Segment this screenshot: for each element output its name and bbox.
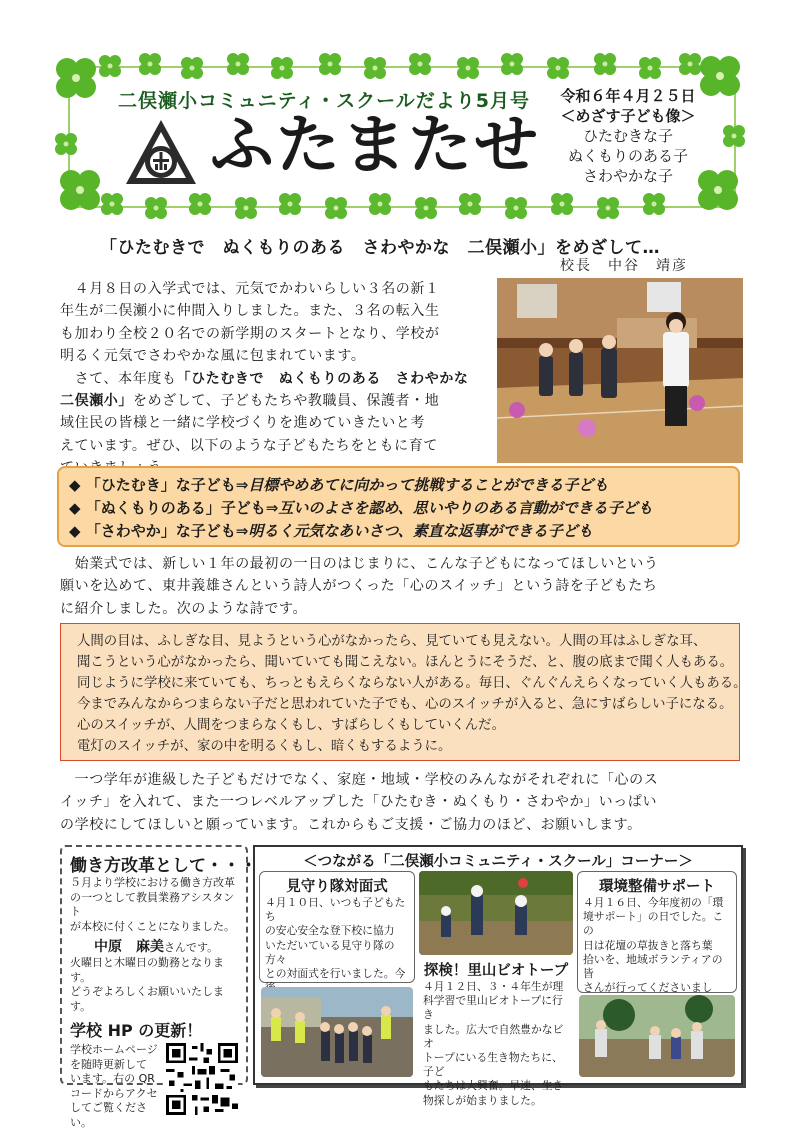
corner-title: ＜つながる「二俣瀬小コミュニティ・スクール」コーナー＞ xyxy=(303,854,693,870)
goal-item: さわやかな子 xyxy=(582,167,673,185)
hp-update-title: 学校 HP の更新！ xyxy=(70,1021,203,1040)
goal-label: 「ぬくもりのある」子ども xyxy=(85,499,266,517)
header-info xyxy=(548,86,708,186)
poem-line: 心のスイッチが、人間をつまらなくもし、すばらしくもしていくんだ。 xyxy=(77,718,505,733)
text-line: ４月８日の入学式では、元気でかわいらしい３名の新１ xyxy=(60,281,440,297)
community-school-corner xyxy=(253,845,743,1107)
poem-line: 同じように学校に来ていても、ちっともえらくならない人がある。毎日、ぐんぐんえらくなっていく人もある。 xyxy=(77,676,747,691)
clover-icon xyxy=(99,55,121,77)
goal-heading: ＜めざす子ども像＞ xyxy=(560,107,696,125)
closing-paragraph xyxy=(60,769,743,836)
issue-date: 令和６年４月２５日 xyxy=(560,87,696,105)
goal-label: 「ひたむき」な子ども xyxy=(85,476,236,494)
text-line: 始業式では、新しい１年の最初の一日のはじまりに、こんな子どもになってほしいという xyxy=(60,556,659,572)
text-line: イッチ」を入れて、また一つレベルアップした「ひたむき・ぬくもり・さわやか」いっぱい xyxy=(60,794,658,811)
text-line: 一つ学年が進級した子どもだけでなく、家庭・地域・学校のみんながそれぞれに「心のス xyxy=(60,772,659,788)
text-line: の学校にしてほしいと願っています。これからもご支援・ご協力のほど、お願いします。 xyxy=(60,816,642,833)
assistant-schedule: 火曜日と木曜日の勤務となります。 どうぞよろしくお願いいたします。 xyxy=(70,956,224,1013)
text-line: 年生が二俣瀬小に仲間入りしました。また、３名の転入生 xyxy=(60,303,440,320)
card-text: ４月１０日、いつも子どもたち の安心安全な登下校に協力 いただいている見守り隊の方々 との対面式を行いました。今 xyxy=(265,896,406,981)
goal-description: 目標やめあてに向かって挑戦することができる子ども xyxy=(248,476,609,494)
poem-line: 聞こうという心がなかったら、聞いていても聞こえない。ほんとうにそうだ、と、腹の底まで聞く人もある。 xyxy=(77,655,734,670)
author: 校長 中谷 靖彦 xyxy=(560,258,688,274)
watch-team-photo xyxy=(261,987,413,1077)
text-line: 域住民の皆様と一緒に学校づくりを進めていきたいと考 xyxy=(60,415,425,432)
poem-line: 今までみんなからつまらない子だと思われていた子でも、心のスイッチが入ると、急にすばらしい子になる。 xyxy=(77,697,733,712)
card-title: 見守り隊対面式 xyxy=(286,879,388,895)
work-reform-title: 働き方改革として・・・ xyxy=(70,856,257,876)
environment-support-photo xyxy=(579,995,735,1077)
card-biotope xyxy=(419,957,573,1107)
goal-item: ひたむきな子 xyxy=(582,127,673,145)
work-reform-text: ５月より学校における働き方改革 の一つとして教員業務アシスタント が本校に付くことになりました。 xyxy=(70,876,235,933)
text-line: えています。ぜひ、以下のような子どもたちをともに育て xyxy=(60,437,438,454)
intro-paragraph xyxy=(60,278,490,480)
text-line: さて、本年度も「ひたむきで ぬくもりのある さわやかな xyxy=(60,370,469,387)
goal-line: ◆ 「さわやか」な子ども⇒明るく元気なあいさつ、素直な返事ができる子ども xyxy=(69,522,593,540)
school-emblem-icon xyxy=(122,116,200,190)
card-text: ４月１２日、３・４年生が理 科学習で里山ビオトープに行き ました。広大で自然豊かなビオ トープにいる生き物たちに、子ど もたちは大興奮。早速、生き 物探しが始まりました。 xyxy=(423,980,564,1107)
goal-line: ◆ 「ぬくもりのある」子ども⇒互いのよさを認め、思いやりのある言動ができる子ども xyxy=(69,499,653,517)
entrance-ceremony-photo xyxy=(497,278,743,463)
poem-box xyxy=(60,623,747,761)
text-line: に紹介しました。次のような詩です。 xyxy=(60,600,308,617)
newsletter-header xyxy=(50,52,750,222)
card-title: 探検！里山ビオトープ xyxy=(423,963,569,979)
card-watch-team xyxy=(259,871,415,983)
goal-description: 明るく元気なあいさつ、素直な返事ができる子ども xyxy=(248,522,593,540)
card-title: 環境整備サポート xyxy=(599,879,715,895)
school-motto: 「ひたむきで ぬくもりのある さわやかな xyxy=(176,370,469,387)
card-environment-support xyxy=(577,871,737,993)
paper-title: ふたまたせ xyxy=(210,109,540,183)
qr-code-icon[interactable] xyxy=(166,1043,238,1115)
school-motto-end: 二俣瀬小」 xyxy=(60,393,133,410)
text-line: も加わり全校２０名での新学期のスタートとなり、学校が xyxy=(60,325,440,342)
text-line: 明るく元気でさわやかな風に包まれています。 xyxy=(60,348,366,365)
poem-line: 人間の目は、ふしぎな目、見ようという心がなかったら、見ていても見えない。人間の耳はふしぎな耳、 xyxy=(77,634,707,649)
hp-update-text: 学校ホームページ を随時更新して います。右の QR コードからアクセ してご覧ください。 xyxy=(70,1043,158,1129)
ceremony-paragraph xyxy=(60,553,743,620)
child-goals-box xyxy=(57,466,740,547)
goal-label: 「さわやか」な子ども xyxy=(85,522,236,540)
work-reform-box xyxy=(60,845,257,1129)
text-line: 二俣瀬小」をめざして、子どもたちや教職員、保護者・地 xyxy=(60,393,440,410)
assistant-name: 中原 麻美さんです。 xyxy=(94,939,219,955)
biotope-photo xyxy=(419,871,573,955)
poem-line: 電灯のスイッチが、家の中を明るくもし、暗くもするように。 xyxy=(77,739,452,754)
goal-description: 互いのよさを認め、思いやりのある言動ができる子ども xyxy=(278,499,653,517)
goal-line: ◆ 「ひたむき」な子ども⇒目標やめあてに向かって挑戦することができる子ども xyxy=(69,476,609,494)
text-line: 願いを込めて、東井義雄さんという詩人がつくった「心のスイッチ」という詩を子どもたち xyxy=(60,578,658,595)
series-title: 二俣瀬小コミュニティ・スクールだより5月号 xyxy=(118,90,530,112)
goal-item: ぬくもりのある子 xyxy=(567,147,688,165)
card-text: ４月１６日、今年度初の「環 境サポート」の日でした。この 日は花壇の草抜きと落ち葉 拾いを、地域ボランティアの皆 さんが行ってくださいまし xyxy=(583,896,724,995)
article-headline: 「ひたむきで ぬくもりのある さわやかな 二俣瀬小」をめざして… xyxy=(100,238,660,258)
